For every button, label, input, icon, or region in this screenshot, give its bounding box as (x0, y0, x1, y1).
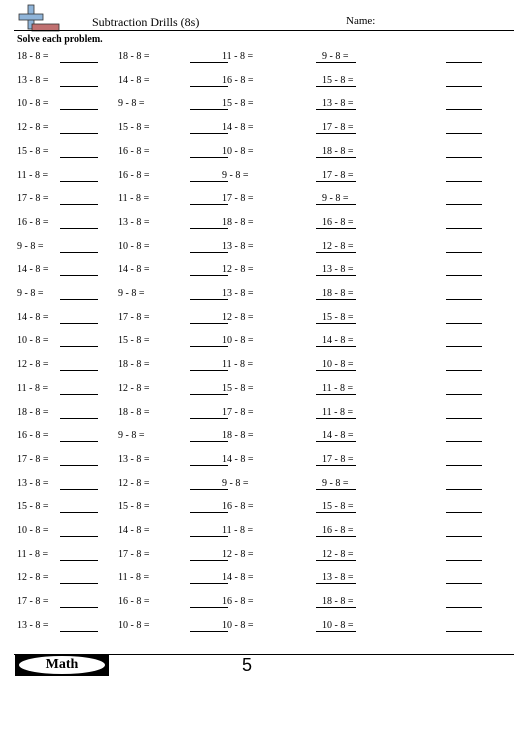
problem-3-22: 12 - 8 = (222, 548, 254, 560)
problem-3-13: 10 - 8 = (222, 335, 254, 347)
answer-blank-3-underline-3[interactable] (190, 109, 228, 110)
problem-1-16: 18 - 8 = (17, 406, 49, 418)
answer-blank-4-3[interactable] (446, 109, 482, 110)
answer-blank-1-1[interactable] (60, 62, 98, 63)
answer-blank-4-underline-25[interactable] (316, 631, 356, 632)
answer-blank-3-underline-7[interactable] (190, 204, 228, 205)
problem-1-23: 12 - 8 = (17, 572, 49, 584)
problem-2-23: 11 - 8 = (118, 572, 150, 584)
answer-blank-1-12[interactable] (60, 323, 98, 324)
problem-2-13: 15 - 8 = (118, 335, 150, 347)
answer-blank-1-8[interactable] (60, 228, 98, 229)
answer-blank-3-underline-25[interactable] (190, 631, 228, 632)
answer-blank-3-underline-24[interactable] (190, 607, 228, 608)
subject-label: Math (19, 656, 105, 674)
problem-2-4: 15 - 8 = (118, 122, 150, 134)
problem-2-7: 11 - 8 = (118, 193, 150, 205)
answer-blank-3-underline-18[interactable] (190, 465, 228, 466)
problem-2-6: 16 - 8 = (118, 169, 150, 181)
problem-1-8: 16 - 8 = (17, 216, 49, 228)
problem-1-22: 11 - 8 = (17, 548, 49, 560)
answer-blank-1-4[interactable] (60, 133, 98, 134)
answer-blank-4-21[interactable] (446, 536, 482, 537)
problem-3-17: 18 - 8 = (222, 430, 254, 442)
problem-4-19: 9 - 8 = (322, 477, 349, 489)
answer-blank-1-10[interactable] (60, 275, 98, 276)
problem-3-18: 14 - 8 = (222, 453, 254, 465)
problem-2-9: 10 - 8 = (118, 240, 150, 252)
problem-2-8: 13 - 8 = (118, 216, 150, 228)
answer-blank-4-20[interactable] (446, 512, 482, 513)
problem-2-16: 18 - 8 = (118, 406, 150, 418)
answer-blank-3-underline-14[interactable] (190, 370, 228, 371)
answer-blank-4-18[interactable] (446, 465, 482, 466)
problem-4-20: 15 - 8 = (322, 501, 354, 513)
answer-blank-4-15[interactable] (446, 394, 482, 395)
answer-blank-4-23[interactable] (446, 583, 482, 584)
problem-3-1: 11 - 8 = (222, 51, 254, 62)
problem-4-5: 18 - 8 = (322, 145, 354, 157)
answer-blank-4-underline-20[interactable] (316, 512, 356, 513)
answer-blank-4-8[interactable] (446, 228, 482, 229)
problem-4-13: 14 - 8 = (322, 335, 354, 347)
problem-3-10: 12 - 8 = (222, 264, 254, 276)
answer-blank-3-underline-16[interactable] (190, 418, 228, 419)
answer-blank-4-10[interactable] (446, 275, 482, 276)
problem-2-11: 9 - 8 = (118, 288, 145, 299)
problem-3-25: 10 - 8 = (222, 619, 254, 631)
answer-blank-4-1[interactable] (446, 62, 482, 63)
answer-blank-3-underline-20[interactable] (190, 512, 228, 513)
answer-blank-3-underline-15[interactable] (190, 394, 228, 395)
problem-4-23: 13 - 8 = (322, 572, 354, 584)
problem-4-22: 12 - 8 = (322, 548, 354, 560)
problem-1-7: 17 - 8 = (17, 193, 49, 205)
answer-blank-4-underline-2[interactable] (316, 86, 356, 87)
problem-4-12: 15 - 8 = (322, 311, 354, 323)
answer-blank-1-13[interactable] (60, 346, 98, 347)
problem-4-16: 11 - 8 = (322, 406, 354, 418)
problem-1-20: 15 - 8 = (17, 501, 49, 513)
answer-blank-4-underline-17[interactable] (316, 441, 356, 442)
problem-3-8: 18 - 8 = (222, 216, 254, 228)
answer-blank-4-2[interactable] (446, 86, 482, 87)
answer-blank-3-underline-23[interactable] (190, 583, 228, 584)
subject-badge (15, 654, 109, 676)
answer-blank-3-underline-8[interactable] (190, 228, 228, 229)
problem-4-1: 9 - 8 = (322, 51, 349, 62)
answer-blank-1-20[interactable] (60, 512, 98, 513)
answer-blank-1-11[interactable] (60, 299, 98, 300)
problem-4-9: 12 - 8 = (322, 240, 354, 252)
problem-3-6: 9 - 8 = (222, 169, 249, 181)
problem-1-10: 14 - 8 = (17, 264, 49, 276)
problem-4-6: 17 - 8 = (322, 169, 354, 181)
answer-blank-3-underline-1[interactable] (190, 62, 228, 63)
answer-blank-3-underline-6[interactable] (190, 181, 228, 182)
answer-blank-4-underline-24[interactable] (316, 607, 356, 608)
problem-1-3: 10 - 8 = (17, 98, 49, 110)
problem-3-5: 10 - 8 = (222, 145, 254, 157)
answer-blank-4-underline-11[interactable] (316, 299, 356, 300)
problem-1-19: 13 - 8 = (17, 477, 49, 489)
problem-3-4: 14 - 8 = (222, 122, 254, 134)
answer-blank-1-15[interactable] (60, 394, 98, 395)
problem-3-23: 14 - 8 = (222, 572, 254, 584)
answer-blank-3-underline-21[interactable] (190, 536, 228, 537)
answer-blank-4-underline-15[interactable] (316, 394, 356, 395)
problem-3-24: 16 - 8 = (222, 596, 254, 608)
answer-blank-4-underline-9[interactable] (316, 252, 356, 253)
problem-3-11: 13 - 8 = (222, 288, 254, 299)
problem-2-20: 15 - 8 = (118, 501, 150, 513)
problem-2-22: 17 - 8 = (118, 548, 150, 560)
answer-blank-3-underline-2[interactable] (190, 86, 228, 87)
answer-blank-4-underline-18[interactable] (316, 465, 356, 466)
problem-2-24: 16 - 8 = (118, 596, 150, 608)
problem-1-17: 16 - 8 = (17, 430, 49, 442)
problem-3-2: 16 - 8 = (222, 74, 254, 86)
answer-blank-4-underline-13[interactable] (316, 346, 356, 347)
problem-4-2: 15 - 8 = (322, 74, 354, 86)
answer-blank-1-23[interactable] (60, 583, 98, 584)
problem-4-24: 18 - 8 = (322, 596, 354, 608)
problem-4-18: 17 - 8 = (322, 453, 354, 465)
problem-2-3: 9 - 8 = (118, 98, 145, 110)
answer-blank-4-5[interactable] (446, 157, 482, 158)
answer-blank-4-13[interactable] (446, 346, 482, 347)
problem-1-14: 12 - 8 = (17, 359, 49, 371)
answer-blank-1-17[interactable] (60, 441, 98, 442)
problem-3-15: 15 - 8 = (222, 382, 254, 394)
answer-blank-1-9[interactable] (60, 252, 98, 253)
problem-1-25: 13 - 8 = (17, 619, 49, 631)
problem-1-4: 12 - 8 = (17, 122, 49, 134)
answer-blank-4-16[interactable] (446, 418, 482, 419)
answer-blank-4-underline-19[interactable] (316, 489, 356, 490)
answer-blank-4-underline-7[interactable] (316, 204, 356, 205)
problem-3-16: 17 - 8 = (222, 406, 254, 418)
answer-blank-4-underline-3[interactable] (316, 109, 356, 110)
problem-1-5: 15 - 8 = (17, 145, 49, 157)
answer-blank-3-underline-13[interactable] (190, 346, 228, 347)
answer-blank-3-underline-5[interactable] (190, 157, 228, 158)
answer-blank-4-12[interactable] (446, 323, 482, 324)
answer-blank-1-6[interactable] (60, 181, 98, 182)
answer-blank-4-11[interactable] (446, 299, 482, 300)
answer-blank-4-6[interactable] (446, 181, 482, 182)
answer-blank-4-underline-4[interactable] (316, 133, 356, 134)
answer-blank-1-19[interactable] (60, 489, 98, 490)
problem-3-12: 12 - 8 = (222, 311, 254, 323)
problem-2-2: 14 - 8 = (118, 74, 150, 86)
answer-blank-3-underline-12[interactable] (190, 323, 228, 324)
problem-4-14: 10 - 8 = (322, 359, 354, 371)
answer-blank-1-14[interactable] (60, 370, 98, 371)
problem-3-9: 13 - 8 = (222, 240, 254, 252)
answer-blank-1-18[interactable] (60, 465, 98, 466)
problem-4-7: 9 - 8 = (322, 193, 349, 205)
problem-1-21: 10 - 8 = (17, 525, 49, 536)
problem-4-21: 16 - 8 = (322, 525, 354, 536)
answer-blank-3-underline-11[interactable] (190, 299, 228, 300)
problem-2-17: 9 - 8 = (118, 430, 145, 442)
answer-blank-4-underline-1[interactable] (316, 62, 356, 63)
answer-blank-4-14[interactable] (446, 370, 482, 371)
answer-blank-1-5[interactable] (60, 157, 98, 158)
problem-1-1: 18 - 8 = (17, 51, 49, 62)
answer-blank-1-25[interactable] (60, 631, 98, 632)
answer-blank-1-22[interactable] (60, 560, 98, 561)
worksheet-title: Subtraction Drills (8s) (92, 15, 200, 29)
answer-blank-4-underline-8[interactable] (316, 228, 356, 229)
name-label: Name: (346, 15, 376, 27)
problem-3-20: 16 - 8 = (222, 501, 254, 513)
problem-1-18: 17 - 8 = (17, 453, 49, 465)
answer-blank-3-underline-22[interactable] (190, 560, 228, 561)
problem-4-3: 13 - 8 = (322, 98, 354, 110)
problem-1-12: 14 - 8 = (17, 311, 49, 323)
answer-blank-4-17[interactable] (446, 441, 482, 442)
answer-blank-1-7[interactable] (60, 204, 98, 205)
problem-2-12: 17 - 8 = (118, 311, 150, 323)
page-number: 5 (242, 655, 253, 675)
problem-1-9: 9 - 8 = (17, 240, 44, 252)
answer-blank-1-24[interactable] (60, 607, 98, 608)
problem-3-3: 15 - 8 = (222, 98, 254, 110)
answer-blank-3-underline-4[interactable] (190, 133, 228, 134)
answer-blank-4-underline-22[interactable] (316, 560, 356, 561)
answer-blank-4-underline-16[interactable] (316, 418, 356, 419)
problem-2-5: 16 - 8 = (118, 145, 150, 157)
answer-blank-4-7[interactable] (446, 204, 482, 205)
answer-blank-1-21[interactable] (60, 536, 98, 537)
problem-1-24: 17 - 8 = (17, 596, 49, 608)
answer-blank-4-25[interactable] (446, 631, 482, 632)
problem-4-11: 18 - 8 = (322, 288, 354, 299)
answer-blank-4-underline-10[interactable] (316, 275, 356, 276)
answer-blank-4-underline-14[interactable] (316, 370, 356, 371)
answer-blank-3-underline-9[interactable] (190, 252, 228, 253)
problem-3-14: 11 - 8 = (222, 359, 254, 371)
problem-2-18: 13 - 8 = (118, 453, 150, 465)
answer-blank-4-underline-23[interactable] (316, 583, 356, 584)
answer-blank-1-16[interactable] (60, 418, 98, 419)
answer-blank-4-24[interactable] (446, 607, 482, 608)
problem-4-4: 17 - 8 = (322, 122, 354, 134)
problem-3-19: 9 - 8 = (222, 477, 249, 489)
answer-blank-4-underline-21[interactable] (316, 536, 356, 537)
problem-2-15: 12 - 8 = (118, 382, 150, 394)
answer-blank-3-underline-10[interactable] (190, 275, 228, 276)
problem-2-25: 10 - 8 = (118, 619, 150, 631)
problem-2-14: 18 - 8 = (118, 359, 150, 371)
answer-blank-4-underline-5[interactable] (316, 157, 356, 158)
problem-1-6: 11 - 8 = (17, 169, 49, 181)
answer-blank-4-underline-6[interactable] (316, 181, 356, 182)
problem-4-25: 10 - 8 = (322, 619, 354, 631)
answer-blank-4-22[interactable] (446, 560, 482, 561)
answer-blank-1-2[interactable] (60, 86, 98, 87)
problem-2-1: 18 - 8 = (118, 51, 150, 62)
problem-3-7: 17 - 8 = (222, 193, 254, 205)
problem-1-11: 9 - 8 = (17, 288, 44, 299)
problem-3-21: 11 - 8 = (222, 525, 254, 536)
answer-blank-4-4[interactable] (446, 133, 482, 134)
answer-blank-3-underline-17[interactable] (190, 441, 228, 442)
problem-1-13: 10 - 8 = (17, 335, 49, 347)
answer-blank-1-3[interactable] (60, 109, 98, 110)
problem-1-15: 11 - 8 = (17, 382, 49, 394)
problem-2-21: 14 - 8 = (118, 525, 150, 536)
problem-4-8: 16 - 8 = (322, 216, 354, 228)
problem-4-15: 11 - 8 = (322, 382, 354, 394)
answer-blank-4-underline-12[interactable] (316, 323, 356, 324)
problem-4-10: 13 - 8 = (322, 264, 354, 276)
problem-1-2: 13 - 8 = (17, 74, 49, 86)
problem-2-10: 14 - 8 = (118, 264, 150, 276)
answer-blank-4-19[interactable] (446, 489, 482, 490)
problem-2-19: 12 - 8 = (118, 477, 150, 489)
problem-4-17: 14 - 8 = (322, 430, 354, 442)
answer-blank-3-underline-19[interactable] (190, 489, 228, 490)
answer-blank-4-9[interactable] (446, 252, 482, 253)
instructions: Solve each problem. (17, 34, 103, 45)
